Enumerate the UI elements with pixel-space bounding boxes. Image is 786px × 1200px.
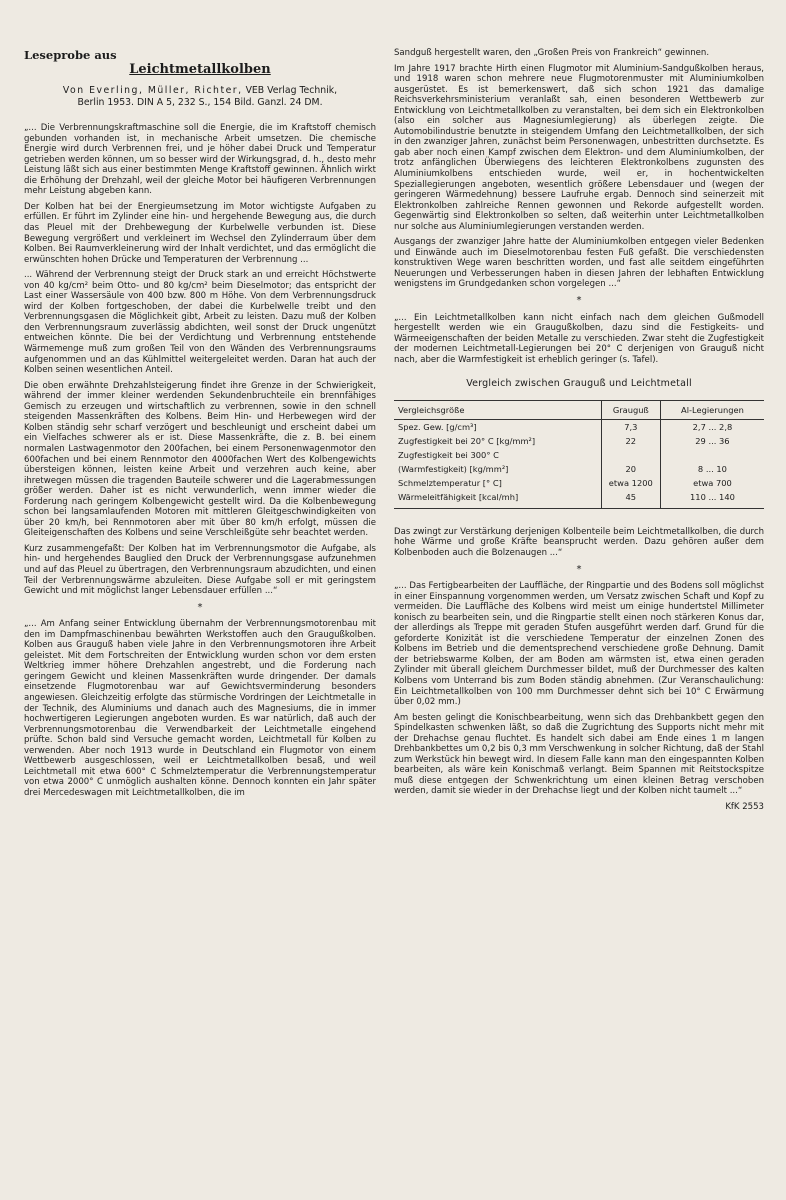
table-row — [394, 462, 764, 476]
table-row — [394, 490, 764, 509]
paragraph: „... Die Verbrennungskraftmaschine soll die Energie, die im Kraftstoff chemisch gebunden vorhanden ist, in mechanische Arbeit umsetzen. Die chemische Energie wird durch Verbrennen frei, und je höher dabei Druck und Temperatur getrieben werden können, um so besser wird der Wirkungsgrad, d. h., desto mehr Leistung läßt sich aus einer bestimmten Menge Kraftstoff gewinnen. Ähnlich wirkt die Erhöhung der Drehzahl, weil der gleiche Motor bei häufigeren Verbrennungen mehr Leistung abgeben kann. — [24, 123, 376, 197]
table-cell: etwa 1200 — [601, 476, 660, 490]
table-cell: 7,3 — [601, 419, 660, 434]
section-separator: * — [576, 295, 582, 307]
paragraph: „... Ein Leichtmetallkolben kann nicht einfach nach dem gleichen Gußmodell hergestellt werden wie ein Graugußkolben, dazu sind die Festigkeits- und Wärmeeigenschaften der beiden Metalle zu verschieden. Zwar steht die Zugfestigkeit der modernen Leichtmetall-Legierungen bei 20° C derjenigen von Grauguß nicht nach, aber die Warmfestigkeit ist erheblich geringer (s. Tafel). — [394, 312, 764, 365]
column-header: Grauguß — [601, 400, 660, 419]
table-cell — [660, 448, 764, 462]
paragraph: Im Jahre 1917 brachte Hirth einen Flugmotor mit Aluminium-Sandgußkolben heraus, und 1918 waren schon mehrere neue Flugmotorenmuster mit Aluminiumkolben ausgerüstet. Es ist bemerkenswert, daß sich schon 1921 das damalige Reichsverkehrsministerium veranlaßt sah, einen besonderen Wettbewerb zur Entwicklung von Leichtmetallkolben zu veranstalten, bei dem sich ein Elektronkolben (also ein solcher aus Magnesiumlegierung) als überlegen zeigte. Die Automobilindustrie benutzte in steigendem Umfang den Leichtmetallkolben, der sich in den zwanziger Jahren, zunächst beim Personenwagen, unbestritten durchsetzte. Es gab aber noch einen Kampf zwischen dem Elektron- und dem Aluminiumkolben, der trotz anfänglichen Überwiegens des leichteren Elektronkolbens zugunsten des Aluminiumkolbens entschieden wurde, weil er, in hochentwickelten Speziallegierungen angeboten, wesentlich größere Lebensdauer und (wegen der geringeren Wärmedehnung) bessere Laufruhe ergab. Dennoch sind seinerzeit mit Elektronkolben zahlreiche Rennen gewonnen und Rekorde aufgestellt worden. Gegenwärtig sind Elektronkolben so selten, daß weiterhin unter Leichtmetallkolben nur solche aus Aluminiumlegierungen verstanden werden. — [394, 63, 764, 232]
table-cell: 29 ... 36 — [695, 435, 730, 446]
paragraph: Die oben erwähnte Drehzahlsteigerung findet ihre Grenze in der Schwierigkeit, während der immer kleiner werdenden Sekundenbruchteile ein brennfähiges Gemisch zu erzeugen und wirtschaftlich zu verbrennen, sowie in den schnell steigenden Massenkräften des Kolbens. Beim Hin- und Herbewegen wird der Kolben ständig sehr scharf verzögert und beschleunigt und erscheint dabei um ein Vielfaches schwerer als er ist. Diese Massenkräfte, die z. B. bei einem normalen Lastwagenmotor den 200fachen, bei einem Personenwagenmotor den 600fachen und bei einem Rennmotor den 4000fachen Wert des Kolbengewichts übersteigen können, leisten keine Arbeit und verzehren auch keine, aber ihretwegen müssen die tragenden Bauteile schwerer und die Lagerabmessungen größer werden. Daher ist es nicht verwunderlich, wenn immer wieder die Forderung nach geringem Kolbengewicht gestellt wird. Da die Kolbenbewegung schon bei langsamlaufenden Motoren mit mittleren Gleitgeschwindigkeiten von über 20 km/h, bei Rennmotoren aber mit über 80 km/h erfolgt, müssen die Gleiteigenschaften des Kolbens und seine Verschleißgüte sehr beachtet werden. — [24, 380, 376, 539]
paragraph: Der Kolben hat bei der Energieumsetzung im Motor wichtigste Aufgaben zu erfüllen. Er führt im Zylinder eine hin- und hergehende Bewegung aus, die durch das Pleuel mit der Drehbewegung der Kurbelwelle verbunden ist. Diese Bewegung vergrößert und verkleinert im Wechsel den Zylinderraum über dem Kolben. Bei Raumverkleinerung wird der Inhalt verdichtet, und das ermöglicht die erwünschten hohen Drücke und Temperaturen der Verbrennung ... — [24, 201, 376, 265]
paragraph: Am besten gelingt die Konischbearbeitung, wenn sich das Drehbankbett gegen den Spindelkasten schwenken läßt, so daß die Zugrichtung des Supports nicht mehr mit der Drehachse genau fluchtet. Es handelt sich dabei am Ende eines 1 m langen Drehbankbettes um 0,2 bis 0,3 mm Verschwenkung in solcher Richtung, daß der Stahl zum Werkstück hin bewegt wird. In diesem Falle kann man den eingespannten Kolben bearbeiten, als wäre kein Konischmaß verlangt. Beim Spannen mit Reitstockspitze muß diese entgegen der Schwenkrichtung um einen kleinen Betrag verschoben werden, damit sie wieder in der Drehachse liegt und der Kolben nicht taumelt ...“ — [394, 712, 764, 797]
column-header: Al-Legierungen — [660, 400, 764, 419]
book-title: Leichtmetallkolben — [129, 61, 271, 77]
table-cell: etwa 700 — [693, 477, 732, 488]
right-column — [394, 48, 764, 813]
authors: Von Everling, Müller, Richter, — [62, 85, 243, 97]
table-cell: Schmelztemperatur [° C] — [398, 477, 502, 488]
paragraph: „... Am Anfang seiner Entwicklung übernahm der Verbrennungsmotorenbau mit den im Dampfmaschinenbau bewährten Werkstoffen auch den Graugußkolben. Kolben aus Grauguß haben viele Jahre in den Verbrennungsmotoren ihre Arbeit geleistet. Mit dem Fortschreiten der Entwicklung wurden schon vor dem ersten Weltkrieg immer höhere Drehzahlen angestrebt, und die Forderung nach geringem Gewicht und kleinen Massenkräften wurde dringender. Der damals einsetzende Flugmotorenbau war auf Gewichtsverminderung besonders angewiesen. Gleichzeitig erfolgte das stürmische Vordringen der Leichtmetalle in der Technik, des Aluminiums und danach auch des Magnesiums, die in immer hochwertigeren Legierungen angeboten wurden. Es war natürlich, daß auch der Verbrennungsmotorenbau die Verwendbarkeit der Leichtmetalle eingehend prüfte. Schon bald sind Versuche gemacht worden, Leichtmetall für Kolben zu verwenden. Aber noch 1913 wurde in Deutschland ein Flugmotor von einem Wettbewerb ausgeschlossen, weil er Leichtmetallkolben besaß, und weil Leichtmetall mit etwa 600° C Schmelztemperatur die Verbrennungstemperatur von etwa 2000° C unmöglich aushalten könne. Dennoch konnten ein Jahr später drei Mercedeswagen mit Leichtmetallkolben, die im — [24, 619, 376, 798]
bibliography — [24, 85, 376, 109]
publisher: VEB Verlag Technik, — [245, 85, 338, 97]
kicker: Leseprobe aus — [24, 48, 117, 62]
publication-details: Berlin 1953. DIN A 5, 232 S., 154 Bild. Ganzl. 24 DM. — [77, 97, 323, 109]
table-cell: 2,7 ... 2,8 — [692, 421, 733, 432]
table-title: Vergleich zwischen Grauguß und Leichtmetall — [466, 378, 692, 390]
table-cell: 110 ... 140 — [660, 490, 764, 509]
table-row — [394, 434, 764, 448]
table-cell: Wärmeleitfähigkeit [kcal/mh] — [394, 490, 601, 509]
table-row — [394, 476, 764, 490]
table-row — [394, 419, 764, 434]
left-column — [24, 50, 376, 803]
paragraph: Kurz zusammengefaßt: Der Kolben hat im Verbrennungsmotor die Aufgabe, als hin- und hergehendes Bauglied den Druck der Verbrennungsgase aufzunehmen und auf das Pleuel zu übertragen, den Verbrennungsraum abzudichten, und einen Teil der Verbrennungswärme abzuleiten. Diese Aufgabe soll er mit geringstem Gewicht und mit möglichst langer Lebensdauer erfüllen ...“ — [24, 543, 376, 597]
table-header-row — [394, 400, 764, 419]
table-cell — [601, 448, 660, 462]
paragraph: ... Während der Verbrennung steigt der Druck stark an und erreicht Höchstwerte von 40 kg/cm² beim Otto- und 80 kg/cm² beim Dieselmotor; das entspricht der Last einer Wassersäule von 400 bzw. 800 m Höhe. Von dem Verbrennungsdruck wird der Kolben fortgeschoben, der dabei die Kurbelwelle treibt und den Verbrennungsgasen die Möglichkeit gibt, Arbeit zu leisten. Dazu muß der Kolben den Verbrennungsraum zuverlässig abdichten, weil sonst der Druck ungenützt entweichen könnte. Die bei der Verdichtung und Verbrennung entstehende Wärmemenge muß zum großen Teil von den Wänden des Verbrennungsraums aufgenommen und an das Kühlmittel weitergeleitet werden. Daran hat auch der Kolben seinen wesentlichen Anteil. — [24, 270, 376, 376]
table-cell: 8 ... 10 — [697, 463, 727, 474]
section-separator: * — [576, 563, 582, 575]
comparison-table — [394, 400, 764, 509]
table-cell: Spez. Gew. [g/cm³] — [398, 421, 477, 432]
table-cell: 20 — [601, 462, 660, 476]
table-cell: 22 — [601, 434, 660, 448]
table-cell: (Warmfestigkeit) [kg/mm²] — [398, 463, 509, 474]
table-cell: Zugfestigkeit bei 20° C [kg/mm²] — [398, 435, 536, 446]
table-cell: 45 — [601, 490, 660, 509]
table-row — [394, 448, 764, 462]
signature: KfK 2553 — [725, 801, 764, 812]
section-separator: * — [197, 601, 203, 613]
paragraph: Sandguß hergestellt waren, den „Großen Preis von Frankreich“ gewinnen. — [394, 48, 710, 58]
paragraph: „... Das Fertigbearbeiten der Lauffläche, der Ringpartie und des Bodens soll möglichst in einer Einspannung vorgenommen werden, um Versatz zwischen Schaft und Kopf zu vermeiden. Die Lauffläche des Kolbens wird meist um einige hundertstel Millimeter konisch zu bearbeiten sein, und die Ringpartie stellt einen noch stärkeren Konus dar, der allerdings als Treppe mit geraden Stufen ausgeführt werden darf. Grund für die geforderte Konizität ist die verschiedene Temperatur der einzelnen Zonen des Kolbens im Betrieb und die dementsprechend verschiedene große Dehnung. Damit der betriebswarme Kolben, der am Boden am wärmsten ist, etwa einen geraden Zylinder mit überall gleichem Durchmesser bildet, muß der Durchmesser des kalten Kolbens vom Unterrand bis zum Boden ständig abnehmen. (Zur Veranschaulichung: Ein Leichtmetallkolben von 100 mm Durchmesser dehnt sich bei 10° C Erwärmung über 0,02 mm.) — [394, 581, 764, 708]
paragraph: Ausgangs der zwanziger Jahre hatte der Aluminiumkolben entgegen vieler Bedenken und Einwände auch im Dieselmotorenbau festen Fuß gefaßt. Die verschiedensten konstruktiven Wege waren beschritten worden, und fast alle seitdem eingeführten Neuerungen und Verbesserungen haben in diesen Jahren der lebhaften Entwicklung wenigstens im Grundgedanken schon vorgelegen ...“ — [394, 237, 764, 290]
paragraph: Das zwingt zur Verstärkung derjenigen Kolbenteile beim Leichtmetallkolben, die durch hohe Wärme und große Kräfte beansprucht werden. Dazu gehören außer dem Kolbenboden auch die Bolzenaugen ...“ — [394, 526, 764, 558]
column-header: Vergleichsgröße — [394, 400, 601, 419]
table-cell: Zugfestigkeit bei 300° C — [398, 449, 499, 460]
